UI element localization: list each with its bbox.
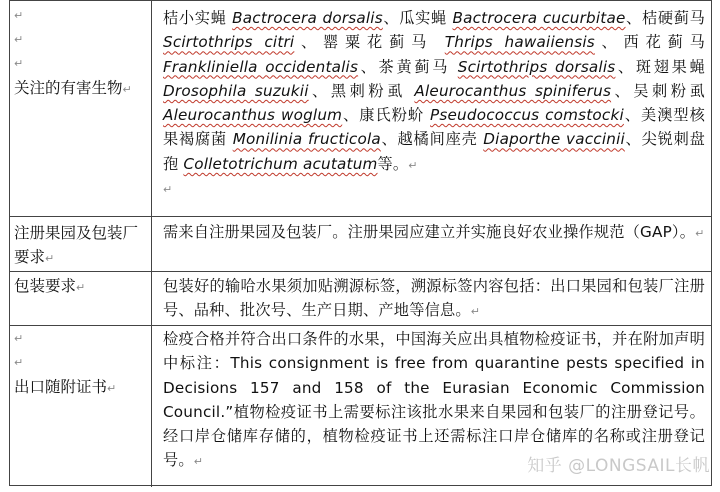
separator: 、 [294,33,324,52]
pest-latin-name: Monilinia fructicola [232,130,381,149]
table-row-packaging [10,272,711,326]
certificate-cell: 检疫合格并符合出口条件的水果，中国海关应出具植物检疫证书，并在附加声明中标注：This consignment is free from quarantine pests specified in Decisions 157 and 158 of the Eurasian Economic Commission Council.”植物检疫证书上需要标注该批水果来自果园和包装厂的注册登记号。经口岸仓储库存储的，植物检疫证书上还需标注口岸仓储库的名称或注册登记号。↵ [163,330,705,470]
packaging-text: 包装好的输哈水果须加贴溯源标签，溯源标签内容包括：出口果园和包装厂注册号、品种、批次号、生产日期、产地等信息。 [163,277,705,320]
separator: 、 [380,130,398,149]
pest-latin-name: Aleurocanthus woglum [163,106,343,125]
separator: 、 [382,9,400,27]
pest-common-name: 西花蓟马 [623,33,705,52]
paragraph-mark: ↵ [14,356,24,369]
pest-common-name: 尖锐刺盘孢 [163,130,705,173]
pest-latin-name: Aleurocanthus spiniferus [414,81,612,100]
separator: 、 [624,130,642,149]
separator: 、 [611,81,634,100]
row-label-packaging: 包装要求↵ [14,277,86,295]
pest-latin-name: Bactrocera dorsalis [232,9,383,27]
pest-latin-name: Thrips hawaiiensis [444,33,595,52]
pest-list [163,9,705,173]
paragraph-mark: ↵ [14,57,24,70]
pest-common-name: 斑翅果蝇 [635,57,705,76]
pest-common-name: 美澳型核果褐腐菌 [163,106,706,149]
packaging-cell: 包装好的输哈水果须加贴溯源标签，溯源标签内容包括：出口果园和包装厂注册号、品种、批次号、生产日期、产地等信息。↵ [163,277,705,320]
pest-common-name: 茶黄蓟马 [378,57,458,76]
label-cell [10,1,152,216]
pest-latin-name: Bactrocera cucurbitae [452,9,626,27]
label-cell [10,217,152,271]
pest-common-name: 桔硬蓟马 [641,9,706,27]
pest-common-name: 越橘间座壳 [397,130,484,149]
pest-common-name: 桔小实蝇 [163,9,233,27]
row-label-certificate: 出口随附证书↵ [14,378,117,396]
pest-latin-name: Frankliniella occidentalis [163,57,359,76]
row-label-registration: 注册果园及包装厂要求↵ [14,224,139,266]
pest-suffix: 等。 [377,154,409,173]
separator: 、 [308,81,331,100]
pest-common-name: 罂粟花蓟马 [323,33,445,52]
pest-latin-name: Drosophila suzukii [163,81,309,100]
separator: 、 [615,57,636,76]
registration-text: 需来自注册果园及包装厂。注册果园应建立并实施良好农业操作规范（GAP）。 [163,223,696,241]
row-label-pests: 关注的有害生物↵ [14,79,132,97]
requirements-table [9,0,712,486]
registration-cell: 需来自注册果园及包装厂。注册果园应建立并实施良好农业操作规范（GAP）。↵ [163,223,705,241]
pest-latin-name: Scirtothrips citri [163,33,295,52]
separator: 、 [358,57,379,76]
separator: 、 [594,33,624,52]
certificate-text: 检疫合格并符合出口条件的水果，中国海关应出具植物检疫证书，并在附加声明中标注：This consignment is free from quarantine pests specified in Decisions 157 and 158 of the Eurasian Economic Commission Council.”植物检疫证书上需要标注该批水果来自果园和包装厂的注册登记号。经口岸仓储库存储的，植物检疫证书上还需标注口岸仓储库的名称或注册登记号。 [163,330,705,470]
pest-latin-name: Diaporthe vaccinii [483,130,625,149]
separator: 、 [623,106,641,125]
table-row-pests [10,1,711,217]
pest-common-name: 康氏粉蚧 [359,106,431,125]
table-row-registration [10,217,711,272]
pest-latin-name: Pseudococcus comstocki [430,106,624,125]
label-cell [10,272,152,325]
paragraph-mark: ↵ [14,33,24,46]
paragraph-mark: ↵ [14,332,24,345]
label-cell [10,326,152,487]
pest-common-name: 瓜实蝇 [399,9,453,27]
paragraph-mark: ↵ [163,182,173,196]
pest-latin-name: Colletotrichum acutatum [183,154,378,173]
pest-latin-name: Scirtothrips dorsalis [457,57,616,76]
pest-common-name: 吴刺粉虱 [633,81,705,100]
zhihu-watermark: 知乎 @LONGSAIL长帆 [527,456,710,476]
separator: 、 [625,9,642,27]
paragraph-mark: ↵ [14,9,24,22]
pests-cell: 桔小实蝇 Bactrocera dorsalis、瓜实蝇 Bactrocera cucurbitae、桔硬蓟马 Scirtothrips citri、罂粟花蓟马 Thrips hawaiiensis、西花蓟马 Frankliniella occidentalis、茶黄蓟马 Scirtothrips dorsalis、斑翅果蝇 Drosophila suzukii、黑刺粉虱 Aleurocanthus spiniferus、吴刺粉虱 Aleurocanthus woglum、康氏粉蚧 Pseudococcus comstocki、美澳型核果褐腐菌 Monilinia fructicola、越橘间座壳 Diaporthe vaccinii、尖锐刺盘孢 Colletotrichum acutatum等。↵ ↵ [152,1,711,216]
pest-common-name: 黑刺粉虱 [330,81,415,100]
separator: 、 [342,106,360,125]
